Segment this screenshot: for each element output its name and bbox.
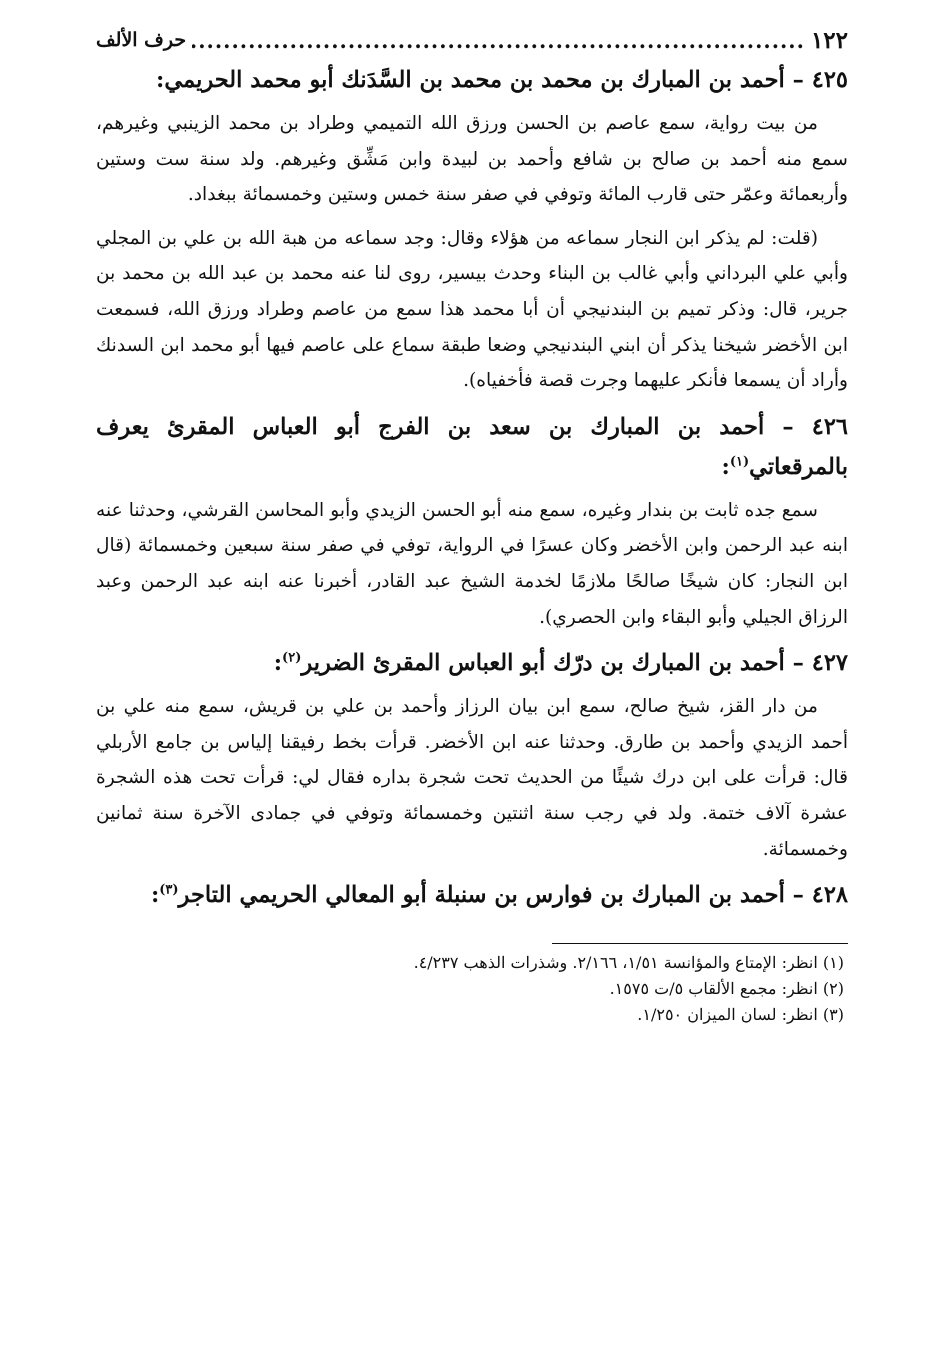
heading-colon: :: [150, 882, 160, 909]
heading-colon: :: [721, 453, 730, 480]
entry-paragraph: من دار القز، شيخ صالح، سمع ابن بيان الرزاز وأحمد بن علي بن قريش، سمع منه علي بن أحمد الزيدي وأحمد بن طارق. وحدثنا عنه ابن الأخضر. قرأت بخط رفيقنا إلياس بن جامع الأربلي قال: قرأت على ابن درك شيئًا من الحديث تحت شجرة بداره فقال لي: قرأت تحت هذه الشجرة عشرة آلاف ختمة. ولد في رجب سنة اثنتين وخمسمائة وتوفي في جمادى الآخرة سنة ثمانين وخمسمائة.: [96, 696, 848, 860]
entry-428: [96, 875, 848, 915]
entry-heading-text: ٤٢٨ – أحمد بن المبارك بن فوارس بن سنبلة أبو المعالي الحريمي التاجر: [178, 882, 848, 909]
dot-leader: [192, 28, 805, 53]
entry-heading: ٤٢٥ – أحمد بن المبارك بن محمد بن محمد بن السَّدَنك أبو محمد الحريمي:: [156, 67, 848, 93]
footnote-divider: [552, 943, 848, 944]
footnote-mark[interactable]: (٢): [282, 650, 302, 666]
entry-paragraph: (قلت: لم يذكر ابن النجار سماعه من هؤلاء وقال: وجد سماعه من هبة الله بن علي بن المجلي وأبي علي البرداني وأبي غالب بن البناء وحدث بيسير، روى لنا عنه محمد بن عبد الله بن محمد بن جرير، قال: وذكر تميم بن البندنيجي أن أبا محمد هذا سمع من عاصم وطراد ورزق الله، فسمعت ابن الأخضر شيخنا يذكر أن ابني البندنيجي وضعا طبقة سماع على عاصم فيها أبو محمد ابن السدنك وأراد أن يسمعا فأنكر عليهما وجرت قصة فأخفياه).: [96, 227, 848, 392]
entry-heading: [96, 407, 848, 487]
entry-paragraph: من بيت رواية، سمع عاصم بن الحسن ورزق الله التميمي وطراد بن محمد الزينبي وغيرهم، سمع منه أحمد بن صالح بن شافع وأحمد بن لبيدة وابن مَشِّق وغيرهم. ولد سنة ست وستين وأربعمائة وعمّر حتى قارب المائة وتوفي في صفر سنة خمس وستين وخمسمائة ببغداد.: [96, 113, 848, 206]
footnotes: [96, 950, 848, 1028]
entry-426: [96, 407, 848, 635]
entry-427: [96, 643, 848, 867]
entry-paragraph: سمع جده ثابت بن بندار وغيره، سمع منه أبو الحسن الزيدي وأبو المحاسن القرشي، وحدثنا عنه ابنه عبد الرحمن وابن الأخضر وكان عسرًا في الرواية، توفي في صفر سنة سبعين وخمسمائة (قال ابن النجار: كان شيخًا صالحًا ملازمًا لخدمة الشيخ عبد القادر، أخبرنا عنه ابنه عبد الرحمن وعبد الرزاق الجيلي وأبو البقاء وابن الحصري).: [96, 499, 848, 628]
heading-colon: :: [273, 650, 283, 677]
footnote-1: (١) انظر: الإمتاع والمؤانسة ١/٥١، ٢/١٦٦. وشذرات الذهب ٤/٢٣٧.: [413, 953, 844, 973]
page-number: ١٢٢: [810, 26, 848, 54]
entry-heading: [96, 643, 848, 683]
footnote-2: (٢) انظر: مجمع الألقاب ٥/ت ١٥٧٥.: [609, 979, 844, 999]
footnote-mark[interactable]: (١): [729, 454, 750, 470]
running-head: [96, 20, 848, 60]
entry-heading-text: ٤٢٧ – أحمد بن المبارك بن درّك أبو العباس المقرئ الضرير: [301, 650, 848, 677]
entry-425: [96, 60, 848, 399]
entry-heading-text: ٤٢٦ – أحمد بن المبارك بن سعد بن الفرج أبو العباس المقرئ يعرف بالمرقعاتي: [96, 413, 848, 480]
entry-heading: [96, 875, 848, 915]
section-title: حرف الألف: [96, 29, 187, 51]
footnote-3: (٣) انظر: لسان الميزان ١/٢٥٠.: [637, 1005, 844, 1025]
footnote-mark[interactable]: (٣): [159, 882, 179, 898]
